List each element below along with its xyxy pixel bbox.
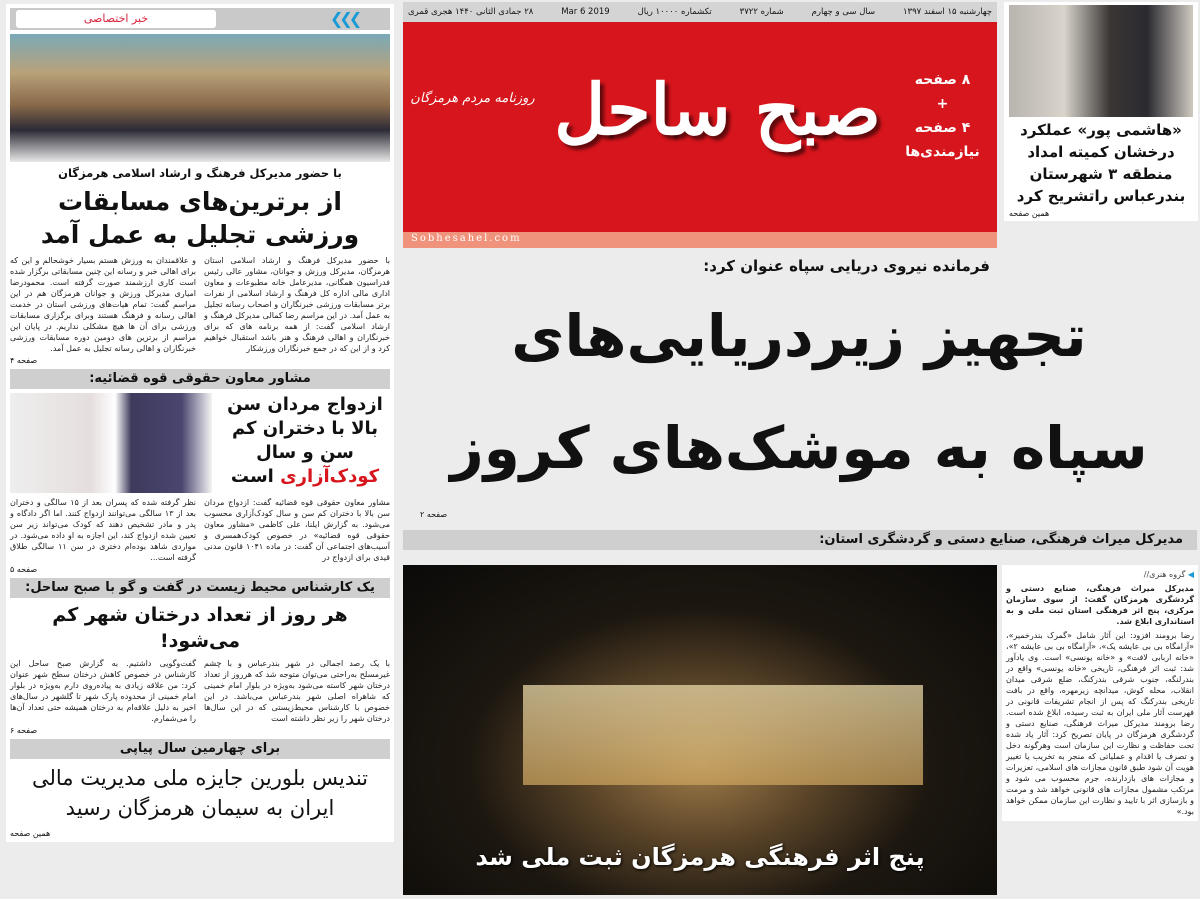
award-kicker: برای چهارمین سال پیاپی	[10, 739, 390, 759]
marriage-text-col2: نظر گرفته شده که پسران بعد از ۱۵ سالگی و دختران بعد از ۱۳ سالگی می‌توانند ازدواج کنند. اما اگر دادگاه و پدر و مادر تشخیص دهند که کودک می‌تواند زیر سن تعیین شده ازدواج کند، این اجازه به او داده می‌شود. در مواردی شاهد بوده‌ام دختری در سن ۱۱ سالگی طلاق گرفته است...	[10, 498, 196, 562]
marriage-headline-end: است	[230, 466, 274, 487]
award-page-ref: همین صفحه	[10, 829, 51, 838]
page-count-main: ۸ صفحه	[914, 72, 971, 88]
heritage-body: رضا برومند افزود: این آثار شامل «گمرک بندرخمیر»، «آرامگاه بی بی عایشه یک»، «آرامگاه بی بی عایشه ۲»، «خانه اربابی لافت» و «خانه یونسی» است. وی یادآور شد: ثبت اثر فرهنگی، تاریخی «خانه یونسی» واقع در بندرلنگه، جنوب شرقی بندرکنگ، ضلع شرقی میدان انقلاب، محله کوش، میدانچه زیرمهره، واقع در بافت تاریخی بندرکنگ که پس از انجام تشریفات قانونی در فهرست آثار ملی ایران به ثبت رسیده، ابلاغ شده است. رضا برومند مدیرکل میراث فرهنگی، صنایع دستی و گردشگری هرمزگان در پایان تصریح کرد: آثار یاد شده تحت حفاظت و نظارت این سازمان است وهرگونه دخل و تصرف یا اقدام و عملیاتی که منجر به تخریب یا تغییر هویت آن شود طبق قانون مجازات های اسلامی، تعزیرات و مجازات های بازدارنده، جرم محسوب می شود و مرتکب مشمول مجازات های قانونی خواهد شد و مرمت و بازسازی اثر با تایید و نظارت این سازمان ممکن خواهد بود.»	[1006, 631, 1194, 816]
page-count-plus: +	[936, 96, 949, 112]
date-item: تکشماره ۱۰۰۰۰ ریال	[637, 7, 712, 17]
heritage-caption: پنج اثر فرهنگی هرمزگان ثبت ملی شد	[475, 843, 925, 871]
trees-page-ref: صفحه ۶	[10, 726, 38, 735]
main-kicker: فرمانده نیروی دریایی سپاه عنوان کرد:	[703, 257, 990, 275]
sports-page-ref: صفحه ۴	[10, 356, 38, 365]
marriage-headline	[220, 393, 390, 493]
website-strip	[403, 232, 997, 248]
heritage-photo	[403, 565, 997, 895]
marriage-text	[10, 497, 390, 574]
news-icon: ◀	[1187, 570, 1194, 579]
marriage-page-ref: صفحه ۵	[10, 565, 38, 574]
sports-text-col2: و علاقمندان به ورزش هستم بسیار خوشحالم و این که برای اهالی خبر و رسانه این چنین مسابقاتی برگزار شده است کاری ارزشمند صورت گرفته است. محمودرضا امیاری مدیرکل ورزش و جوانان هرمزگان هم در این مراسم گفت: تمام هیات‌های ورزشی استان در خدمت اهالی رسانه و فرهنگ هستند وبرای برگزاری مسابقات ورزشی برای آن ها هیچ مشکلی نداریم. در پایان این مراسم از برترین های دومین دوره مسابقات ورزشی خبرنگاران و اهالی رسانه تجلیل به عمل آمد.	[10, 256, 196, 353]
website: Sobhesahel.com	[411, 233, 522, 244]
trees-text	[10, 658, 390, 735]
heritage-kicker: مدیرکل میراث فرهنگی، صنایع دستی و گردشگری استان:	[403, 530, 1197, 550]
newspaper-logo: صبح ساحل	[554, 68, 881, 151]
date-item: سال سی و چهارم	[811, 7, 876, 17]
section-header	[10, 8, 390, 30]
marriage-text-col1: مشاور معاون حقوقی قوه قضائیه گفت: ازدواج مردان سن بالا با دختران کم سن و سال کودک‌آزاری محسوب می‌شود. به گزارش ایلنا، علی کاظمی «مشاور معاون حقوقی قوه قضائیه» در خصوص کودک‌همسری و آسیب‌های اجتماعی آن گفت: در ماده ۱۰۴۱ قانون مدنی قیدی برای ازدواج در	[204, 498, 390, 562]
sports-text-col2-wrap	[10, 255, 196, 365]
main-headline-line1: تجهیز زیردریایی‌های	[511, 302, 1087, 370]
wedding-photo	[10, 393, 212, 493]
heritage-source	[1006, 569, 1194, 580]
heritage-text-box	[1002, 565, 1198, 821]
date-item: شماره ۳۷۲۲	[739, 7, 784, 17]
source-label: گروه هنری//	[1143, 570, 1186, 579]
building-facade	[523, 685, 923, 785]
right-top-headline: «هاشمی پور» عملکرد درخشان کمیته امداد منطقه ۳ شهرستان بندرعباس راتشریح کرد	[1016, 121, 1186, 205]
page-count-ads: نیازمندی‌ها	[905, 144, 980, 160]
sports-text-col1: با حضور مدیرکل فرهنگ و ارشاد اسلامی استان هرمزگان، مدیرکل ورزش و جوانان، مشاور عالی رئیس فدراسیون همگانی، مدیرعامل خانه مطبوعات و معاون اداری مالی اداره کل فرهنگ و ارشاد اسلامی از نفرات برتر مسابقات ورزشی خبرنگاران و اصحاب رسانه تجلیل به عمل آمد. در این مراسم رضا کمالی مدیرکل فرهنگ و ارشاد اسلامی گفت: از همه برنامه های که برای خبرنگاران و اهالی فرهنگ و هنر باشد استقبال خواهیم کرد و از این که در جمع خبرنگاران ورزشکار	[204, 256, 390, 353]
marriage-headline-main: ازدواج مردان سن بالا با دختران کم سن و سال	[227, 394, 383, 463]
date-item: Mar 6 2019	[561, 7, 610, 17]
trees-text-col1: با یک رصد اجمالی در شهر بندرعباس و با چشم غیرمسلح به‌راحتی می‌توان متوجه شد که هرروز از تعداد درختان شهر کاسته می‌شود به‌ویژه در بلوار امام خمینی که شاهراه اصلی شهر بندرعباس می‌باشد. در این خصوص با کارشناس محیط‌زیستی که در این سال‌ها درختان شهر را زیر نظر داشته است	[204, 659, 390, 723]
photo-caption: با حضور مدیرکل فرهنگ و ارشاد اسلامی هرمزگان	[58, 166, 342, 180]
marriage-headline-red: کودک‌آزاری	[280, 466, 380, 487]
sports-headline: از برترین‌های مسابقات ورزشی تجلیل به عمل آمد	[40, 187, 360, 249]
date-bar	[403, 2, 997, 22]
page-count-extra: ۴ صفحه	[914, 120, 971, 136]
right-top-page-ref: همین صفحه	[1009, 209, 1050, 218]
sports-text	[10, 255, 390, 365]
chevrons-icon: ❮❮❮	[330, 9, 359, 28]
award-headline: تندیس بلورین جایزه ملی مدیریت مالی ایران به سیمان هرمزگان رسید	[31, 766, 369, 820]
trees-text-col2-wrap	[10, 658, 196, 735]
marriage-text-col2-wrap	[10, 497, 196, 574]
page-count	[895, 68, 990, 164]
heritage-lead: مدیرکل میراث فرهنگی، صنایع دستی و گردشگری هرمزگان گفت: از سوی سازمان مرکزی، پنج اثر فرهنگی استان ثبت ملی و به استانداری ابلاغ شد.	[1006, 584, 1194, 626]
trees-headline: هر روز از تعداد درختان شهر کم می‌شود!	[52, 604, 348, 652]
official-photo	[1009, 5, 1193, 117]
main-page-ref: صفحه ۲	[420, 510, 448, 519]
left-column	[6, 4, 394, 842]
main-headline-line2: سپاه به موشک‌های کروز	[450, 414, 1148, 482]
tagline: روزنامه مردم هرمزگان	[410, 91, 535, 106]
marriage-feature	[10, 393, 390, 493]
right-top-box	[1004, 2, 1198, 221]
group-photo	[10, 34, 390, 162]
section-label: خبر اختصاصی	[16, 10, 216, 28]
trees-kicker: یک کارشناس محیط زیست در گفت و گو با صبح ساحل:	[10, 578, 390, 598]
date-item: چهارشنبه ۱۵ اسفند ۱۳۹۷	[902, 7, 992, 17]
marriage-kicker: مشاور معاون حقوقی قوه قضائیه:	[10, 369, 390, 389]
trees-text-col2: گفت‌وگویی داشتیم. به گزارش صبح ساحل این کارشناس در خصوص کاهش درختان سطح شهر عنوان کرد: من علاقه زیادی به پیاده‌روی دارم به‌ویژه در بلوار امام خمینی از محدوده پارک شهر تا گلشهر در سال‌های اخیر به دلیل علاقه‌ام به درختان همیشه حتی تعداد آن‌ها را می‌شمارم.	[10, 659, 196, 723]
date-item: ۲۸ جمادی الثانی ۱۴۴۰ هجری قمری	[408, 7, 534, 17]
